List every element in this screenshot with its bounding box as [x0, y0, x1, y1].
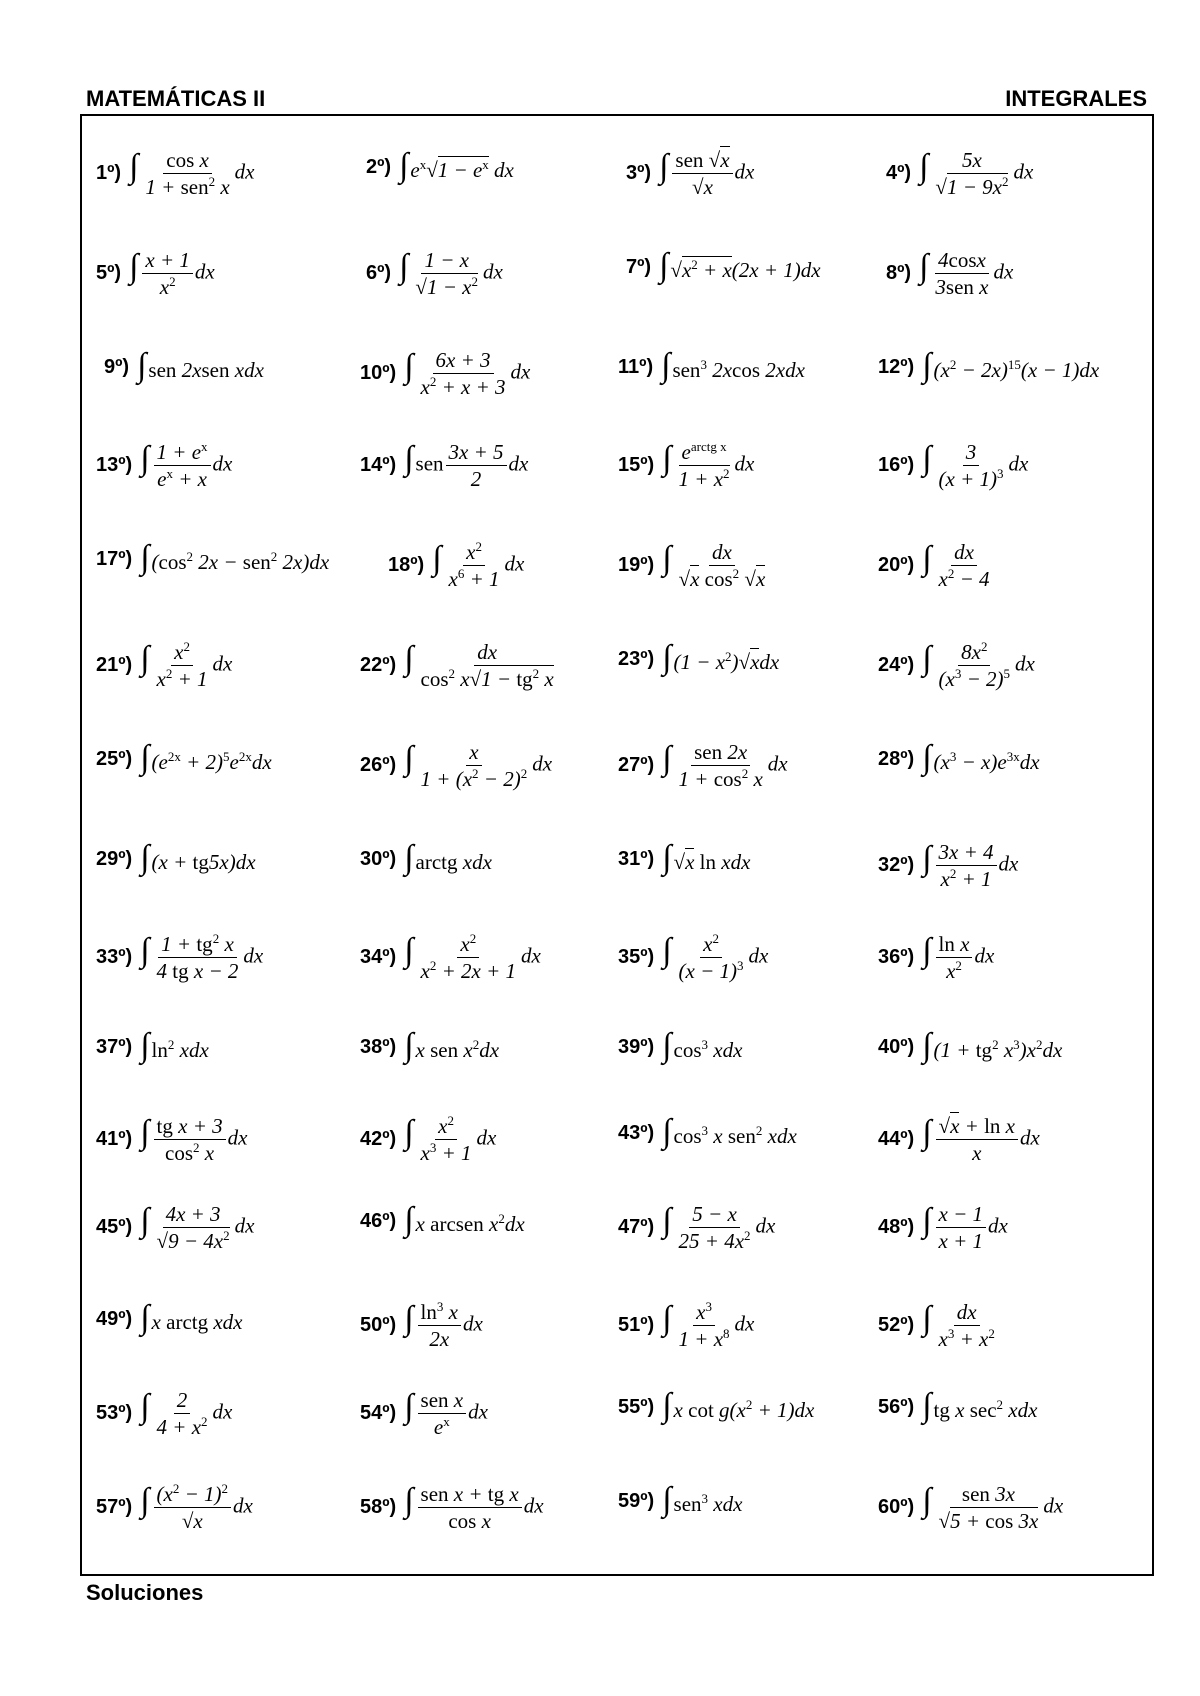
problem-number: 31º) [618, 847, 655, 870]
integral-expression: ∫ $\frac{3x + 4}{x^2 + 1}$ dx [922, 840, 1019, 892]
problem-number: 35º) [618, 946, 655, 969]
solutions-link[interactable]: Soluciones [86, 1580, 204, 1605]
integral-expression: $\int(x^3 - x)e^{3x}dx$ [922, 739, 1040, 776]
problem-57 [96, 1482, 253, 1533]
problem-number: 40º) [878, 1035, 915, 1058]
problem-number: 24º) [878, 654, 915, 677]
problem-number: 41º) [96, 1128, 133, 1151]
problem-number: 34º) [360, 946, 397, 969]
problem-6 [366, 248, 503, 299]
problem-number: 22º) [360, 654, 397, 677]
integral-expression: ∫ $\frac{dx}{\cos^2 x√1 - tg^2 x}$ [404, 640, 554, 692]
integral-expression: ∫ $\frac{4\cos x}{\text{3sen x}}$ dx [919, 248, 1014, 300]
problem-number: 33º) [96, 946, 133, 969]
problem-number: 43º) [618, 1121, 655, 1144]
problem-number: 28º) [878, 747, 915, 770]
integral-expression: ∫ $\frac{x^3}{1 + x^8}$ dx [662, 1299, 755, 1352]
integral-expression: $\int(x^2 - 2x)^{15}(x - 1)dx$ [922, 347, 1100, 384]
problem-49 [96, 1300, 243, 1338]
integral-expression: ∫ $\frac{\text{cos x}}{1 + sen^2 x}$ dx [129, 148, 255, 200]
integral-expression: ∫ $\frac{\text{tg x + 3}}{\cos^2 x}$ dx [140, 1114, 248, 1166]
problem-number: 11º) [618, 355, 654, 378]
problem-number: 8º) [886, 262, 912, 285]
problem-50 [360, 1300, 483, 1351]
problem-number: 60º) [878, 1496, 915, 1519]
integral-expression: ∫ $\frac{x^2}{x^6 + 1}$ dx [432, 539, 525, 592]
integral-expression: ∫ $\frac{x + 1}{x^2}$ dx [129, 248, 215, 300]
problem-30 [360, 840, 492, 878]
problem-2 [366, 148, 514, 186]
problem-number: 44º) [878, 1128, 915, 1151]
problem-12 [878, 348, 1099, 386]
integral-expression: ∫ $\frac{x^2}{x^2 + 1}$ dx [140, 639, 233, 692]
problem-number: 15º) [618, 454, 655, 477]
integral-expression: ∫ $\frac{5 - x}{25 + 4x^2}$ dx [662, 1202, 776, 1254]
integral-expression: ∫ $\frac{dx}{x^3 + x^2}$ [922, 1300, 995, 1352]
problem-4 [886, 148, 1033, 199]
problem-28 [878, 740, 1040, 778]
integral-expression: ∫ $\frac{6x + 3}{x^2 + x + 3}$ dx [404, 348, 531, 400]
problem-52 [878, 1300, 1000, 1351]
integral-expression: ∫ $\frac{dx}{√x \cos^2 √x}$ [662, 540, 766, 592]
integral-expression: ∫ $\frac{x^2}{x^3 + 1}$ dx [404, 1113, 497, 1166]
problem-51 [618, 1300, 754, 1351]
problem-41 [96, 1114, 247, 1165]
problem-9 [104, 348, 264, 386]
problem-27 [618, 740, 788, 791]
problem-16 [878, 440, 1028, 491]
problem-14 [360, 440, 528, 491]
problem-56 [878, 1388, 1037, 1426]
problem-35 [618, 932, 768, 983]
problem-23 [618, 640, 779, 678]
problem-number: 55º) [618, 1395, 655, 1418]
problem-number: 56º) [878, 1395, 915, 1418]
problem-38 [360, 1028, 499, 1066]
problem-37 [96, 1028, 209, 1066]
problem-number: 36º) [878, 946, 915, 969]
problem-number: 25º) [96, 747, 133, 770]
problem-number: 3º) [626, 162, 652, 185]
integral-expression: ∫tg x $\sec^2$ xdx [922, 1387, 1038, 1424]
problem-number: 9º) [104, 355, 130, 378]
integral-expression: ∫ $\frac{1 + tg^2 x}{\text{4 tg x − 2}}$ dx [140, 931, 264, 984]
problem-31 [618, 840, 750, 878]
problem-number: 10º) [360, 362, 397, 385]
problem-1 [96, 148, 255, 199]
integral-expression: ∫ $\frac{3}{(x + 1)^3}$ dx [922, 440, 1029, 492]
integral-expression: ∫sen 2xsen xdx [137, 347, 264, 384]
problem-34 [360, 932, 541, 983]
integral-expression: ∫ $\frac{\text{sen x}}{e^x}$ dx [404, 1388, 488, 1440]
problem-7 [626, 248, 821, 286]
problem-36 [878, 932, 994, 983]
problem-47 [618, 1202, 775, 1253]
integral-expression: ∫ $\frac{2}{4 + x^2}$ dx [140, 1388, 233, 1440]
problem-53 [96, 1388, 232, 1439]
integral-expression: ∫ $\frac{x^2}{x^2 + 2x + 1}$ dx [404, 931, 541, 984]
problem-number: 4º) [886, 162, 912, 185]
problem-55 [618, 1388, 814, 1426]
integral-expression: ∫ $\frac{\text{√x + ln x}}{x}$ dx [922, 1114, 1040, 1166]
problem-number: 12º) [878, 355, 915, 378]
problem-45 [96, 1202, 254, 1253]
integral-expression: ∫(x + tg5x)dx [140, 839, 256, 876]
integral-expression: ∫ $\frac{\text{ln x}}{x^2}$ dx [922, 932, 995, 984]
problem-number: 58º) [360, 1496, 397, 1519]
integral-expression: ∫ $\frac{1 - x}{√1 - x^2}$ dx [399, 248, 503, 300]
problem-number: 51º) [618, 1314, 655, 1337]
integral-expression: $\int\cos^3$ x sen$^2$ xdx [662, 1113, 797, 1150]
problem-number: 50º) [360, 1314, 397, 1337]
problem-number: 19º) [618, 554, 655, 577]
problem-number: 52º) [878, 1314, 915, 1337]
problem-54 [360, 1388, 488, 1439]
problem-number: 16º) [878, 454, 915, 477]
problem-number: 32º) [878, 854, 915, 877]
problem-22 [360, 640, 559, 691]
problem-44 [878, 1114, 1040, 1165]
problem-21 [96, 640, 232, 691]
problem-11 [618, 348, 805, 386]
integral-expression: ∫ $\frac{x - 1}{x + 1}$ dx [922, 1202, 1008, 1254]
problem-29 [96, 840, 256, 878]
problem-10 [360, 348, 530, 399]
integral-expression: ∫ $\frac{5x}{√1 - 9x^2}$ dx [919, 148, 1034, 200]
problem-46 [360, 1202, 525, 1240]
problem-number: 21º) [96, 654, 133, 677]
problem-15 [618, 440, 754, 491]
problem-number: 42º) [360, 1128, 397, 1151]
problem-number: 14º) [360, 454, 397, 477]
problem-number: 49º) [96, 1307, 133, 1330]
integral-expression: ∫sen $\frac{3x + 5}{2}$ dx [404, 440, 529, 492]
problem-40 [878, 1028, 1062, 1066]
integral-expression: ∫x sen $x^2dx$ [404, 1027, 500, 1064]
integral-expression: ∫x $\cot g(x^2 + 1)dx$ [662, 1387, 815, 1424]
integral-expression: ∫√x ln xdx [662, 839, 751, 876]
problem-19 [618, 540, 770, 591]
integral-expression: ∫arctg xdx [404, 839, 492, 876]
integral-expression: $\int√x^2 + x(2x + 1)dx$ [659, 247, 821, 284]
integral-expression: ∫ $\frac{x^2}{(x - 1)^3}$ dx [662, 931, 769, 984]
problem-number: 26º) [360, 754, 397, 777]
problem-number: 27º) [618, 754, 655, 777]
problem-number: 1º) [96, 162, 122, 185]
problem-43 [618, 1114, 797, 1152]
problem-number: 13º) [96, 454, 133, 477]
problem-number: 54º) [360, 1402, 397, 1425]
integral-expression: ∫ $\frac{8x^2}{(x^3 - 2)^5}$ dx [922, 639, 1035, 692]
integral-expression: $\int\ln^2$ xdx [140, 1027, 209, 1064]
problem-13 [96, 440, 232, 491]
integral-expression: ∫ $\frac{e^{arctg x}}{1 + x^2}$ dx [662, 439, 755, 492]
integral-expression: $\int(1 - x^2)√xdx$ [662, 639, 780, 676]
integral-expression: ∫ $\frac{4x + 3}{√9 - 4x^2}$ dx [140, 1202, 255, 1254]
problem-number: 30º) [360, 847, 397, 870]
integral-expression: ∫ $\frac{\text{sen 2x}}{1 + \cos^2 x}$ dx [662, 740, 788, 792]
problem-number: 23º) [618, 647, 655, 670]
problem-number: 59º) [618, 1489, 655, 1512]
problem-26 [360, 740, 552, 791]
problem-number: 48º) [878, 1216, 915, 1239]
problem-42 [360, 1114, 496, 1165]
integral-expression: ∫ $\frac{\ln^3 x}{2x}$ dx [404, 1299, 483, 1352]
problem-60 [878, 1482, 1063, 1533]
problem-number: 2º) [366, 155, 392, 178]
problem-number: 5º) [96, 262, 122, 285]
problem-number: 46º) [360, 1209, 397, 1232]
integral-expression: ∫sen$^3$ xdx [662, 1481, 743, 1518]
integral-expression: $\int\cos^3$ xdx [662, 1027, 743, 1064]
problem-33 [96, 932, 263, 983]
problem-8 [886, 248, 1013, 299]
integral-expression: ∫sen$^3$ 2xcos 2xdx [661, 347, 805, 384]
problem-number: 6º) [366, 262, 392, 285]
problem-number: 57º) [96, 1496, 133, 1519]
header-subject: MATEMÁTICAS II [86, 86, 266, 111]
problem-32 [878, 840, 1018, 891]
problem-3 [626, 148, 754, 199]
integral-expression: ∫ $\frac{dx}{x^2 - 4}$ [922, 540, 990, 592]
integral-expression: $\int(\cos^2$ 2x − sen$^2$ 2x)dx [140, 539, 330, 576]
integral-expression: ∫ $\frac{\text{sen √x}}{√x}$ dx [659, 148, 755, 200]
problem-number: 53º) [96, 1402, 133, 1425]
problem-number: 37º) [96, 1035, 133, 1058]
integral-expression: $\int e^x√1 - e^x$ dx [399, 147, 514, 184]
integral-expression: ∫ $\frac{(x^2 - 1)^2}{√x}$ dx [140, 1481, 253, 1534]
integral-expression: ∫ $\frac{x}{1 + (x^2 - 2)^2}$ dx [404, 740, 553, 792]
problem-number: 45º) [96, 1216, 133, 1239]
problem-5 [96, 248, 215, 299]
header-topic: INTEGRALES [1005, 86, 1147, 111]
problem-25 [96, 740, 272, 778]
problem-18 [388, 540, 524, 591]
problem-48 [878, 1202, 1008, 1253]
integral-expression: ∫x arctg xdx [140, 1299, 243, 1336]
problem-17 [96, 540, 329, 578]
integral-expression: ∫x arcsen $x^2dx$ [404, 1201, 525, 1238]
integral-expression: ∫ $\frac{\text{sen x + tg x}}{\text{cos x}}$ dx [404, 1482, 544, 1534]
problem-number: 7º) [626, 255, 652, 278]
integral-expression: $\int(e^{2x} + 2)^5e^{2x}dx$ [140, 739, 272, 776]
problem-number: 18º) [388, 554, 425, 577]
problem-20 [878, 540, 995, 591]
problem-58 [360, 1482, 544, 1533]
problem-number: 17º) [96, 547, 133, 570]
problem-number: 47º) [618, 1216, 655, 1239]
integral-expression: ∫ $\frac{1 + e^x}{e^x + x}$ dx [140, 439, 233, 492]
problem-39 [618, 1028, 742, 1066]
integral-expression: $\int(1 + tg^2$ $x^3)x^2dx$ [922, 1027, 1063, 1064]
problem-number: 20º) [878, 554, 915, 577]
problem-24 [878, 640, 1035, 691]
problem-number: 39º) [618, 1035, 655, 1058]
problem-number: 29º) [96, 847, 133, 870]
problem-number: 38º) [360, 1035, 397, 1058]
integral-expression: ∫ $\frac{\text{sen 3x}}{√5 + \cos 3x}$ dx [922, 1482, 1064, 1534]
problem-59 [618, 1482, 742, 1520]
